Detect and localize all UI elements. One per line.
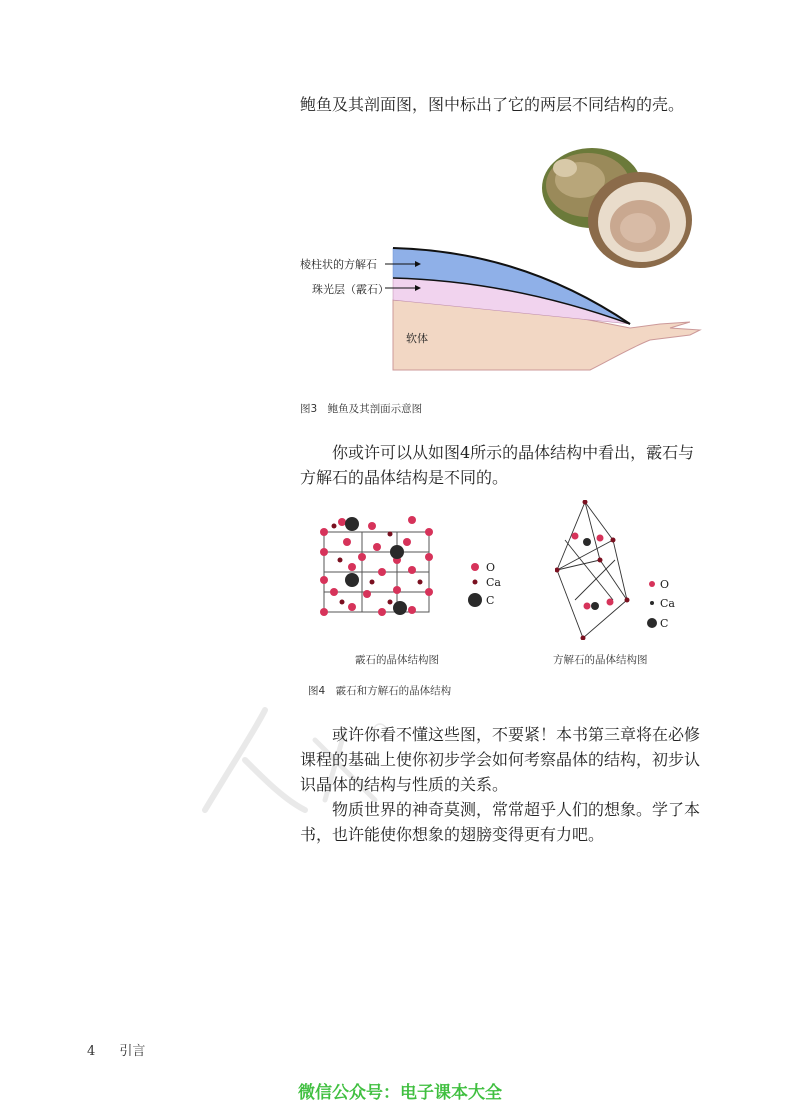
aragonite-subcaption: 霰石的晶体结构图 (355, 654, 439, 666)
legend-aragonite-dots (468, 560, 482, 610)
calcite-subcaption: 方解石的晶体结构图 (553, 654, 648, 666)
label-nacre: 珠光层（霰石） (312, 283, 389, 296)
page-footer (87, 1040, 145, 1059)
figure4-caption: 图4 霰石和方解石的晶体结构 (308, 685, 452, 697)
legend-aragonite-o: O (486, 561, 496, 574)
legend-calcite-c: C (660, 617, 669, 630)
legend-calcite-dots (645, 578, 659, 630)
label-calcite: 棱柱状的方解石 (300, 258, 377, 271)
paragraph-1: 你或许可以从如图4所示的晶体结构中看出，霰石与方解石的晶体结构是不同的。 (300, 443, 695, 487)
wechat-banner: 微信公众号：电子课本大全 (298, 1083, 502, 1103)
legend-aragonite-ca: Ca (486, 576, 501, 589)
figure3-caption: 图3 鲍鱼及其剖面示意图 (300, 403, 423, 415)
legend-aragonite-c: C (486, 594, 495, 607)
paragraph-2: 或许你看不懂这些图，不要紧！本书第三章将在必修课程的基础上使你初步学会如何考察晶体的结构，初步认识晶体的结构与性质的关系。 (300, 725, 701, 794)
legend-calcite-ca: Ca (660, 597, 675, 610)
intro-line: 鲍鱼及其剖面图，图中标出了它的两层不同结构的壳。 (300, 95, 685, 114)
calcite-structure (555, 500, 645, 640)
paragraph-3: 物质世界的神奇莫测，常常超乎人们的想象。学了本书，也许能使你想象的翅膀变得更有力吧。 (300, 800, 701, 844)
aragonite-structure (312, 512, 447, 624)
page-number: 4 (87, 1044, 96, 1059)
label-body: 软体 (406, 332, 428, 345)
legend-calcite-o: O (660, 578, 670, 591)
section-name: 引言 (119, 1044, 146, 1059)
